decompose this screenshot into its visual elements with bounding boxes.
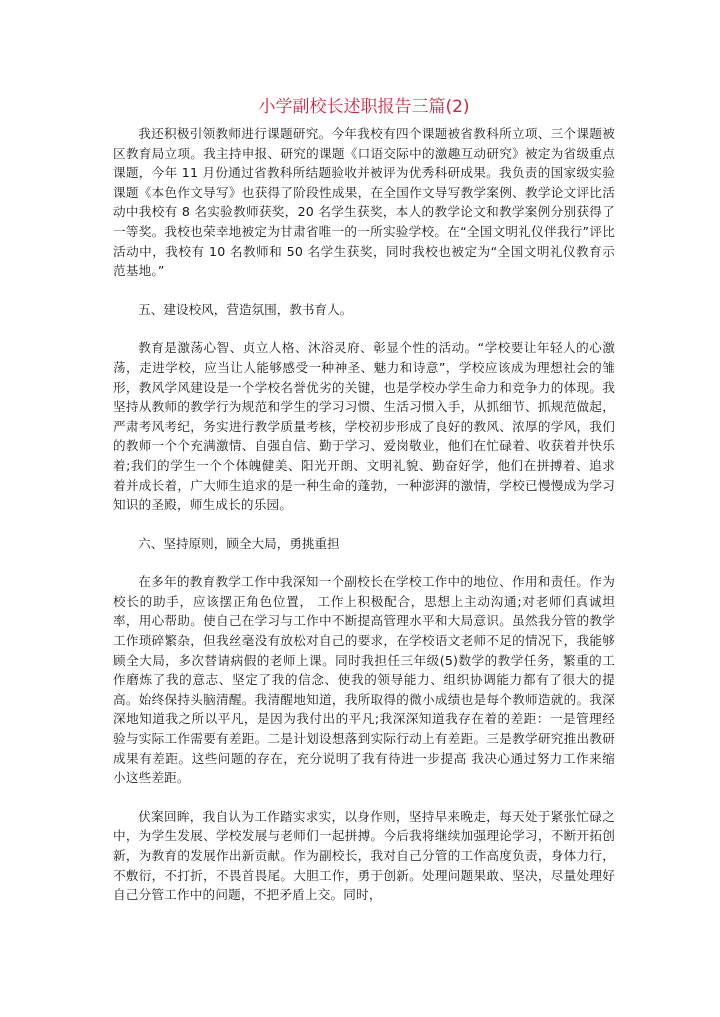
paragraph-gap bbox=[113, 553, 615, 572]
paragraph-gap bbox=[113, 281, 615, 300]
paragraph-school-culture: 教育是激荡心智、贞立人格、沐浴灵府、彰显个性的活动。“学校要让年轻人的心激荡，走进学校，应当让人能够感受一种神圣、魅力和诗意”，学校应该成为理想社会的雏形，教风学风建设是一个学校名誉优劣的关键，也是学校办学生命力和竞争力的体现。我坚持从教师的教学行为规范和学生的学习习惯、生活习惯入手，从抓细节、抓规范做起，严肃考风考纪，务实进行教学质量考核，学校初步形成了良好的教风、浓厚的学风，我们的教师一个个充满激情、自强自信、勤于学习、爱岗敬业，他们在忙碌着、收获着并快乐着;我们的学生一个个体魄健美、阳光开朗、文明礼貌、勤奋好学，他们在拼搏着、追求着并成长着，广大师生追求的是一种生命的蓬勃，一种澎湃的激情，学校已慢慢成为学习知识的圣殿，师生成长的乐园。 bbox=[113, 340, 615, 513]
section-heading-6: 六、坚持原则，顾全大局，勇挑重担 bbox=[138, 535, 340, 551]
section-heading-5: 五、建设校风，营造氛围，教书育人。 bbox=[138, 301, 353, 317]
paragraph-gap bbox=[113, 319, 615, 338]
paragraph-gap bbox=[113, 515, 615, 534]
paragraph-principles: 在多年的教育教学工作中我深知一个副校长在学校工作中的地位、作用和责任。作为校长的助手，应该摆正角色位置， 工作上积极配合，思想上主动沟通;对老师们真诚坦率，用心帮助。使自己在学习与工作中不断提高管理水平和大局意识。虽然我分管的教学工作琐碎繁杂，但我丝毫没有放松对自己的要求，在学校语文老师不足的情况下，我能够顾全大局，多次替请病假的老师上课。同时我担任三年级(5)数学的教学任务，繁重的工作磨炼了我的意志、坚定了我的信念、使我的领导能力、组织协调能力都有了很大的提高。始终保持头脑清醒。我清醒地知道，我所取得的微小成绩也是每个教师造就的。我深深地知道我之所以平凡，是因为我付出的平凡;我深深知道我存在着的差距：一是管理经验与实际工作需要有差距。二是计划设想落到实际行动上有差距。三是教学研究推出教研成果有差距。这些问题的存在，充分说明了我有待进一步提高 我决心通过努力工作来缩小这些差距。 bbox=[113, 574, 615, 786]
paragraph-reflection: 伏案回眸，我自认为工作踏实求实，以身作则，坚持早来晚走，每天处于紧张忙碌之中，为学生发展、学校发展与老师们一起拼搏。今后我将继续加强理论学习，不断开拓创新，为教育的发展作出新贡献。作为副校长，我对自己分管的工作高度负责，身体力行，不敷衍，不打折，不畏首畏尾。大胆工作，勇于创新。处理问题果敢、坚决，尽量处理好自己分管工作中的问题，不把矛盾上交。同时， bbox=[113, 808, 615, 903]
document-title: 小学副校长述职报告三篇(2) bbox=[258, 97, 470, 117]
paragraph-research: 我还积极引领教师进行课题研究。今年我校有四个课题被省教科所立项、三个课题被区教育局立项。我主持申报、研究的课题《口语交际中的激趣互动研究》被定为省级重点课题，今年 11 月份通过省教科所结题验收并被评为优秀科研成果。我负责的国家级实验课题《本色作文导写》也获得了阶段性成果，在全国作文导写教学案例、教学论文评比活动中我校有 8 名实验教师获奖，20 名学生获奖，本人的教学论文和教学案例分别获得了一等奖。我校也荣幸地被定为甘肃省唯一的一所实验学校。在“全国文明礼仪伴我行”评比活动中，我校有 10 名教师和 50 名学生获奖，同时我校也被定为“全国文明礼仪教育示范基地。” bbox=[113, 126, 615, 279]
document-page bbox=[113, 96, 615, 905]
paragraph-gap bbox=[113, 788, 615, 807]
